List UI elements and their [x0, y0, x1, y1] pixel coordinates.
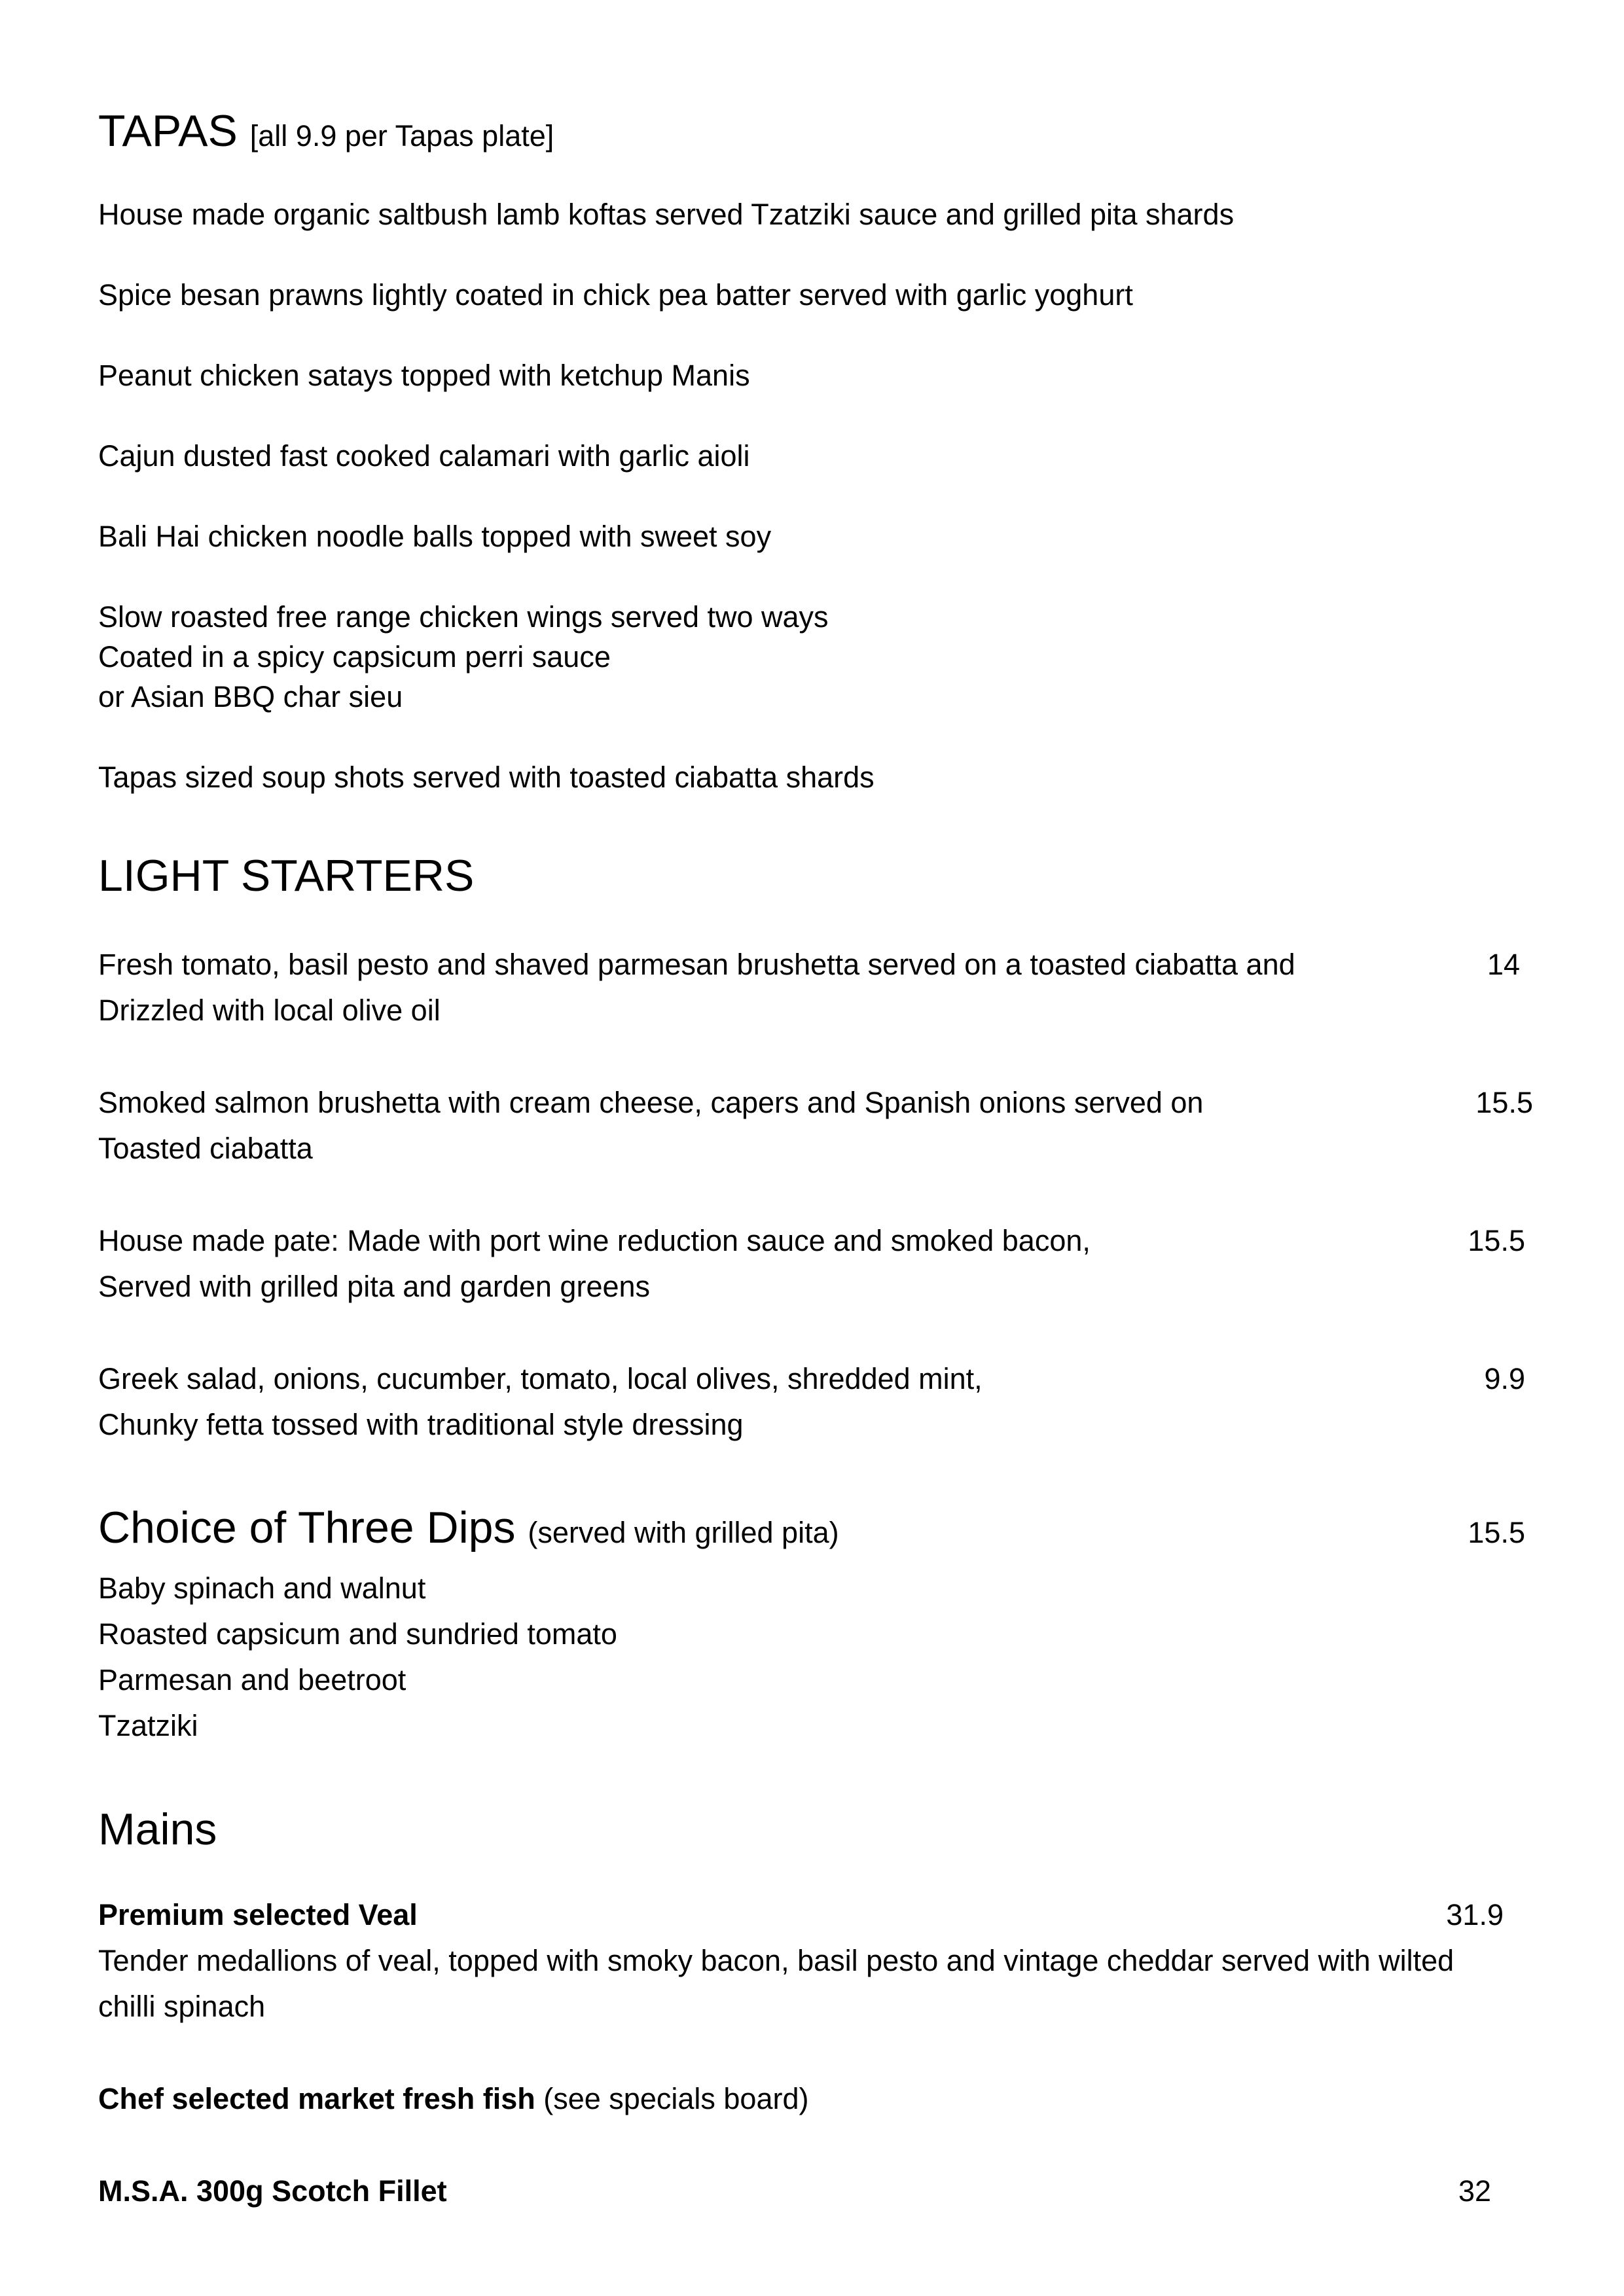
tapas-item: Slow roasted free range chicken wings served two ways — [98, 600, 829, 634]
dips-title: Choice of Three Dips — [98, 1503, 516, 1552]
dips-price: 15.5 — [1468, 1516, 1525, 1549]
starter-line: Fresh tomato, basil pesto and shaved parmesan brushetta served on a toasted ciabatta and — [98, 948, 1295, 981]
tapas-item: House made organic saltbush lamb koftas served Tzatziki sauce and grilled pita shards — [98, 198, 1235, 231]
dip-item: Roasted capsicum and sundried tomato — [98, 1617, 617, 1651]
tapas-heading — [98, 105, 554, 162]
tapas-price-note: [all 9.9 per Tapas plate] — [249, 119, 554, 152]
dips-note: (served with grilled pita) — [528, 1516, 839, 1549]
veal-name: Premium selected Veal — [98, 1898, 418, 1931]
starter-price: 9.9 — [1484, 1362, 1525, 1395]
tapas-item: Cajun dusted fast cooked calamari with garlic aioli — [98, 439, 750, 473]
veal-price: 31.9 — [1446, 1898, 1504, 1931]
light-starters-heading: LIGHT STARTERS — [98, 851, 475, 901]
dip-item: Baby spinach and walnut — [98, 1571, 426, 1605]
veal-desc: chilli spinach — [98, 1990, 266, 2023]
veal-desc: Tender medallions of veal, topped with smoky bacon, basil pesto and vintage cheddar served with wilted — [98, 1944, 1454, 1977]
fillet-name: M.S.A. 300g Scotch Fillet — [98, 2174, 447, 2208]
tapas-item: Spice besan prawns lightly coated in chick pea batter served with garlic yoghurt — [98, 278, 1133, 312]
fillet-price: 32 — [1458, 2174, 1491, 2208]
tapas-item: Coated in a spicy capsicum perri sauce — [98, 640, 611, 673]
tapas-item: Peanut chicken satays topped with ketchup Manis — [98, 359, 750, 392]
starter-price: 14 — [1487, 948, 1520, 981]
starter-line: Drizzled with local olive oil — [98, 994, 441, 1027]
tapas-item: Bali Hai chicken noodle balls topped with sweet soy — [98, 520, 772, 553]
starter-line: House made pate: Made with port wine reduction sauce and smoked bacon, — [98, 1224, 1091, 1257]
dip-item: Parmesan and beetroot — [98, 1663, 406, 1696]
starter-price: 15.5 — [1475, 1086, 1533, 1119]
tapas-title: TAPAS — [98, 106, 238, 156]
tapas-item: or Asian BBQ char sieu — [98, 680, 403, 713]
starter-line: Toasted ciabatta — [98, 1132, 313, 1165]
dip-item: Tzatziki — [98, 1709, 198, 1742]
dips-heading — [98, 1501, 839, 1559]
tapas-item: Tapas sized soup shots served with toasted ciabatta shards — [98, 761, 875, 794]
fish-name: Chef selected market fresh fish — [98, 2082, 535, 2115]
mains-heading: Mains — [98, 1804, 217, 1854]
starter-line: Chunky fetta tossed with traditional style dressing — [98, 1408, 744, 1441]
starter-line: Smoked salmon brushetta with cream cheese, capers and Spanish onions served on — [98, 1086, 1204, 1119]
starter-line: Greek salad, onions, cucumber, tomato, local olives, shredded mint, — [98, 1362, 983, 1395]
starter-line: Served with grilled pita and garden greens — [98, 1270, 651, 1303]
fish-note: (see specials board) — [543, 2082, 809, 2115]
fish-line — [98, 2079, 808, 2119]
starter-price: 15.5 — [1468, 1224, 1525, 1257]
